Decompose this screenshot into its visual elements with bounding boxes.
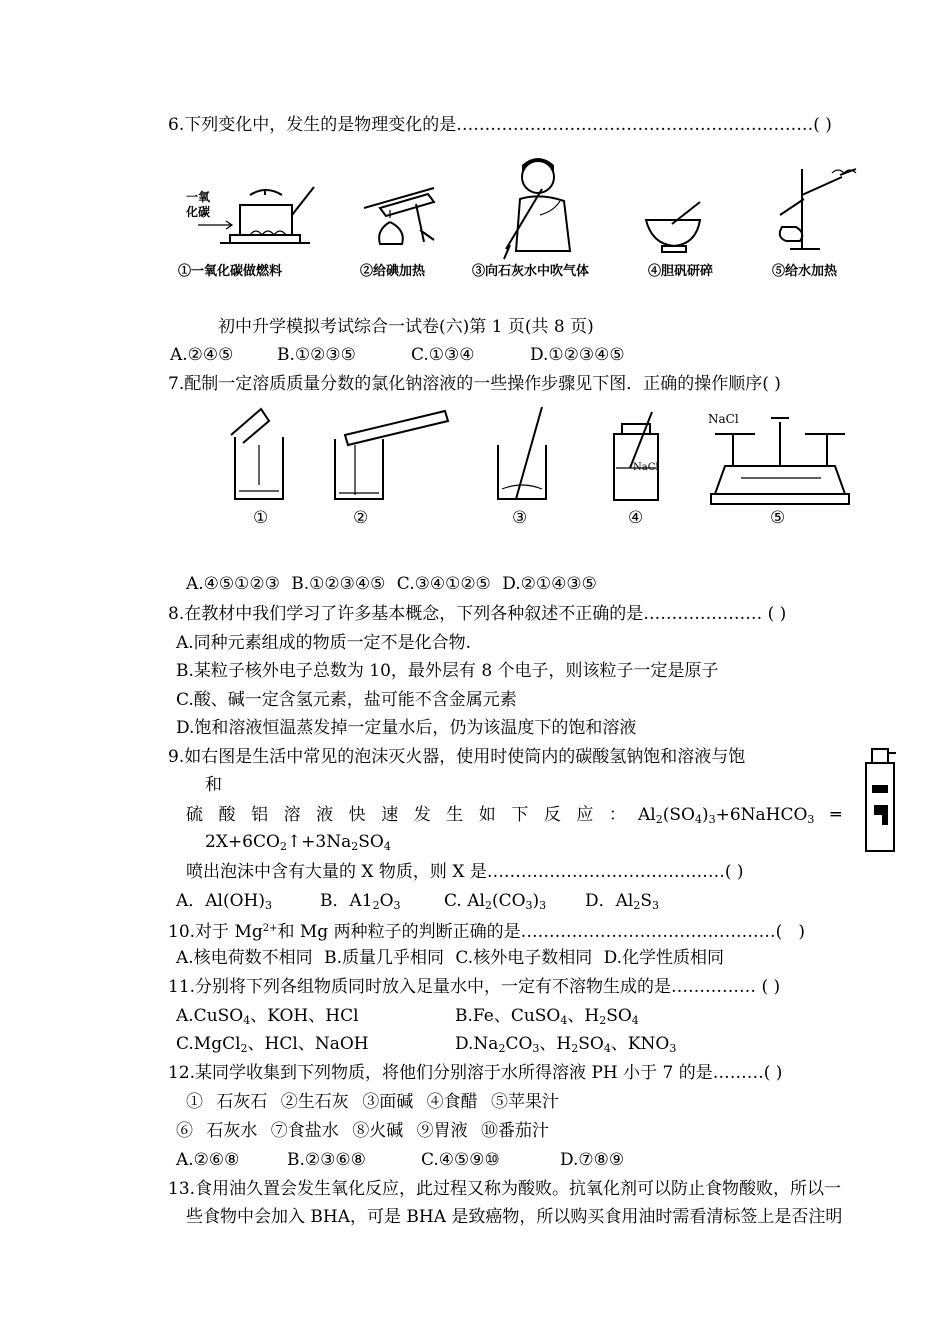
q9-stem-line3-chars: 硫 酸 铝 溶 液 快 速 发 生 如 下 反 应 ：: [186, 805, 626, 825]
q6-option-c: C.①③④: [411, 345, 475, 365]
q12-option-b: B.②③⑥⑧: [287, 1150, 366, 1170]
q11-stem: 11.分别将下列各组物质同时放入足量水中，一定有不溶物生成的是…………… ( ): [168, 977, 781, 997]
iodine-heating-figure: [360, 178, 450, 258]
beaker-pour-solid-figure: [225, 405, 295, 505]
q11-option-d: $D.Na_2CO_3$、$H_2SO_4$、$KNO_3$: [455, 1034, 677, 1055]
q7-caption-4: ④: [628, 508, 644, 528]
q12-option-c: C.④⑤⑨⑩: [421, 1150, 500, 1170]
boy-blowing-figure: [490, 155, 600, 265]
q6-option-b: B.①②③⑤: [277, 345, 356, 365]
q11-option-b: B.Fe、CuSO$_4$、$H_2SO_4$: [455, 1006, 639, 1027]
q13-line2: 些食物中会加入 BHA，可是 BHA 是致癌物，所以购买食用油时需看清标签上是否注明: [186, 1207, 843, 1227]
reagent-jar-figure: [608, 408, 664, 504]
q12-items-row1: ① 石灰石 ②生石灰 ③面碱 ④食醋 ⑤苹果汁: [186, 1092, 560, 1112]
q7-caption-1: ①: [253, 508, 269, 528]
q7-caption-2: ②: [353, 508, 369, 528]
q11-option-a: A.CuSO$_4$、KOH、HCl: [176, 1006, 359, 1027]
q7-options: A.④⑤①②③ B.①②③④⑤ C.③④①②⑤ D.②①④③⑤: [186, 574, 597, 594]
q11-option-c: C.MgCl$_2$、HCl、NaOH: [176, 1034, 369, 1055]
q6-option-a: A.②④⑤: [170, 345, 234, 365]
q9-stem-line1: 9.如右图是生活中常见的泡沫灭火器，使用时使筒内的碳酸氢钠饱和溶液与饱: [168, 747, 746, 767]
q9-equation-right: $2X+6CO_2↑+3Na_2SO_4$: [205, 832, 391, 853]
q6-caption-4: ④胆矾研碎: [648, 264, 714, 279]
q12-items-row2: ⑥ 石灰水 ⑦食盐水 ⑧火碱 ⑨胃液 ⑩番茄汁: [176, 1121, 550, 1141]
co-label: 一氧 化碳: [186, 190, 211, 219]
q9-option-c: C. $Al_2(CO_3)_3$: [444, 891, 547, 912]
q9-option-b: B．$A1_2O_3$: [320, 891, 401, 912]
q7-caption-3: ③: [512, 508, 528, 528]
q6-caption-3: ③向石灰水中吹气体: [472, 264, 590, 279]
beaker-stir-figure: [490, 405, 560, 505]
q9-stem-line2: 和: [205, 775, 222, 795]
q6-stem: 6.下列变化中，发生的是物理变化的是………………………………………………………( ): [168, 115, 832, 135]
q9-stem-line5: 喷出泡沫中含有大量的 X 物质，则 X 是……………………………………( ): [186, 862, 744, 882]
q6-option-d: D.①②③④⑤: [530, 345, 625, 365]
q6-caption-1: ①一氧化碳做燃料: [178, 264, 283, 279]
q9-option-a: A．$Al(OH)_3$: [176, 891, 273, 912]
fire-extinguisher-icon: [860, 745, 900, 855]
jar-label: NaCl: [633, 462, 659, 473]
q7-stem: 7.配制一定溶质质量分数的氯化钠溶液的一些操作步骤见下图．正确的操作顺序( ): [168, 374, 781, 394]
q9-option-d: D．$Al_2S_3$: [585, 891, 659, 912]
water-heating-figure: [770, 165, 860, 255]
q10-stem: 10.对于 $Mg^{2+}$和 Mg 两种粒子的判断正确的是………………………………………( ): [168, 922, 806, 942]
q8-option-d: D.饱和溶液恒温蒸发掉一定量水后，仍为该温度下的饱和溶液: [176, 718, 637, 738]
q8-option-c: C.酸、碱一定含氢元素，盐可能不含金属元素: [176, 690, 517, 710]
q9-equation-left: $Al_2(SO_4)_3+6NaHCO_3$ ═: [638, 805, 841, 826]
q6-caption-2: ②给碘加热: [360, 264, 426, 279]
q10-options: A.核电荷数不相同 B.质量几乎相同 C.核外电子数相同 D.化学性质相同: [176, 948, 725, 968]
q8-option-a: A.同种元素组成的物质一定不是化合物.: [176, 633, 472, 653]
q8-option-b: B.某粒子核外电子总数为 10，最外层有 8 个电子，则该粒子一定是原子: [176, 661, 719, 681]
q7-caption-5: ⑤: [770, 508, 786, 528]
q12-option-d: D.⑦⑧⑨: [560, 1150, 625, 1170]
balance-figure: [705, 412, 855, 508]
balance-nacl-label: NaCl: [708, 412, 739, 426]
page-footer: 初中升学模拟考试综合一试卷(六)第 1 页(共 8 页): [218, 317, 594, 337]
mortar-figure: [640, 200, 710, 260]
q12-stem: 12.某同学收集到下列物质，将他们分别溶于水所得溶液 PH 小于 7 的是………( ): [168, 1063, 783, 1083]
beaker-pour-liquid-figure: [325, 405, 455, 505]
q6-caption-5: ⑤给水加热: [772, 264, 838, 279]
q12-option-a: A.②⑥⑧: [176, 1150, 240, 1170]
q13-line1: 13.食用油久置会发生氧化反应，此过程又称为酸败。抗氧化剂可以防止食物酸败，所以一: [168, 1179, 842, 1199]
q8-stem: 8.在教材中我们学习了许多基本概念，下列各种叙述不正确的是………………… ( ): [168, 604, 787, 624]
